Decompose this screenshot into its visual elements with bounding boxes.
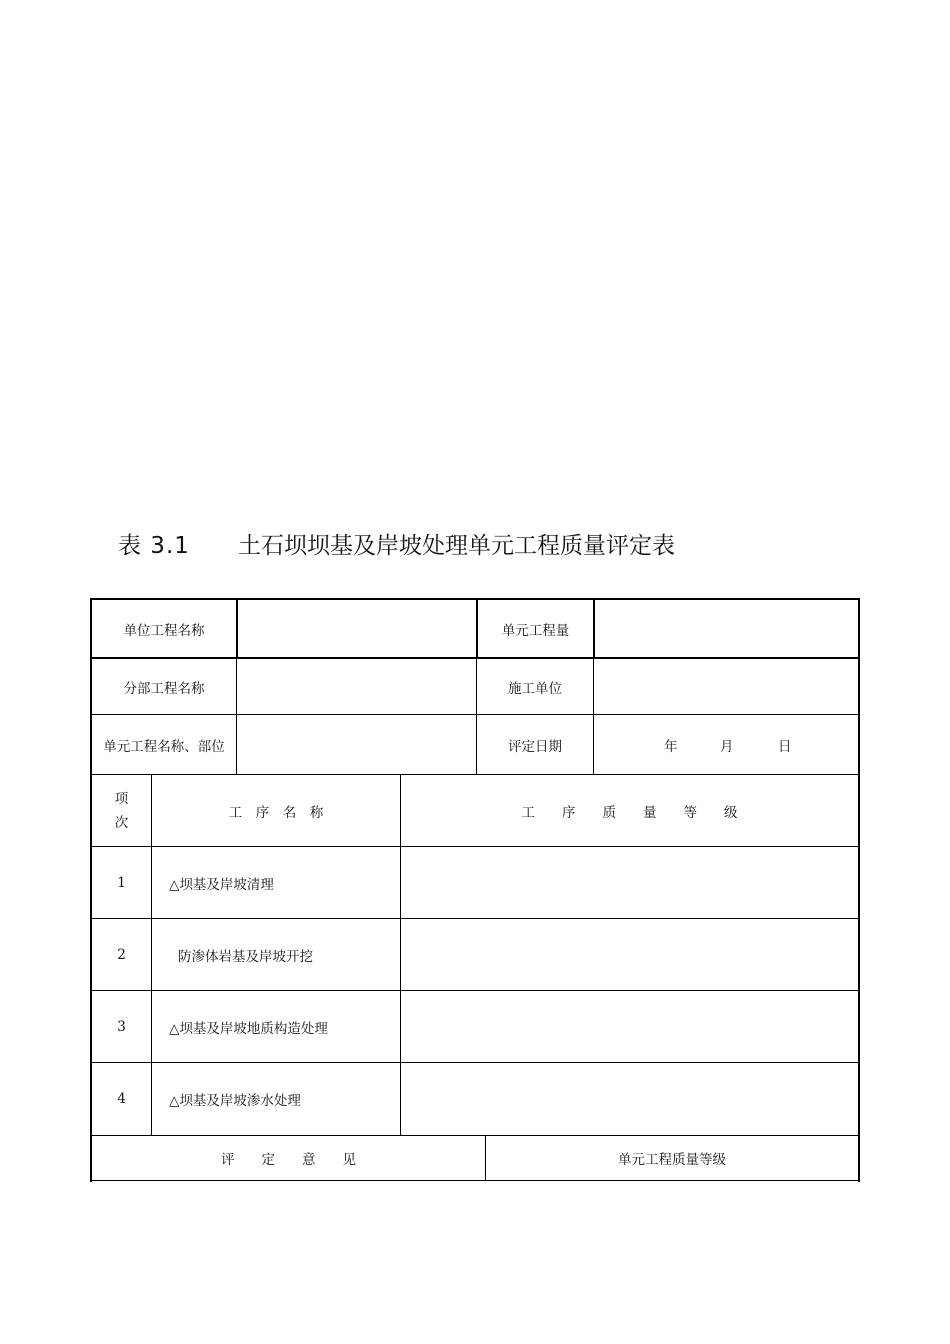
item-no-header-top: 项 <box>114 790 129 807</box>
table-title: 土石坝坝基及岸坡处理单元工程质量评定表 <box>238 533 675 559</box>
unit-project-name-label: 单位工程名称 <box>123 622 205 639</box>
date-day: 日 <box>778 738 792 755</box>
item-no-header-bottom: 次 <box>114 814 129 831</box>
document-title <box>118 528 878 564</box>
row-3-no: 3 <box>117 1018 126 1035</box>
table-border-bottom <box>90 1180 860 1181</box>
unit-name-location-value[interactable] <box>237 715 476 774</box>
eval-date-value[interactable] <box>594 715 858 774</box>
row-4-grade[interactable] <box>401 1063 858 1135</box>
table-border-right <box>858 598 860 1182</box>
unit-quantity-value[interactable] <box>595 600 858 657</box>
quality-evaluation-table <box>90 598 860 1182</box>
row-2-grade[interactable] <box>401 919 858 990</box>
unit-quantity-label: 单元工程量 <box>501 622 570 639</box>
row-3-name: △坝基及岸坡地质构造处理 <box>169 1020 328 1037</box>
row-1-no: 1 <box>117 874 126 891</box>
contractor-label: 施工单位 <box>508 680 562 697</box>
item-no-header <box>92 775 151 846</box>
sub-project-name-label: 分部工程名称 <box>123 680 205 697</box>
sub-project-name-value[interactable] <box>237 659 476 714</box>
date-year: 年 <box>664 738 678 755</box>
evaluation-opinion-label: 评 定 意 见 <box>221 1152 356 1168</box>
table-number: 表 3.1 <box>118 533 190 559</box>
process-grade-header: 工 序 质 量 等 级 <box>521 804 738 821</box>
row-2-no: 2 <box>117 946 126 963</box>
date-month: 月 <box>720 738 734 755</box>
row-1-grade[interactable] <box>401 847 858 918</box>
process-name-header: 工 序 名 称 <box>228 804 324 821</box>
row-1-name: △坝基及岸坡清理 <box>169 876 274 893</box>
eval-date-label: 评定日期 <box>508 738 562 755</box>
row-4-name: △坝基及岸坡渗水处理 <box>169 1093 301 1109</box>
contractor-value[interactable] <box>594 659 858 714</box>
unit-name-location-label: 单元工程名称、部位 <box>103 738 225 755</box>
row-4-no: 4 <box>117 1091 126 1107</box>
unit-quality-grade-label: 单元工程质量等级 <box>618 1152 726 1168</box>
row-2-name: 防渗体岩基及岸坡开挖 <box>178 948 313 965</box>
row-3-grade[interactable] <box>401 991 858 1062</box>
unit-project-name-value[interactable] <box>238 600 476 657</box>
